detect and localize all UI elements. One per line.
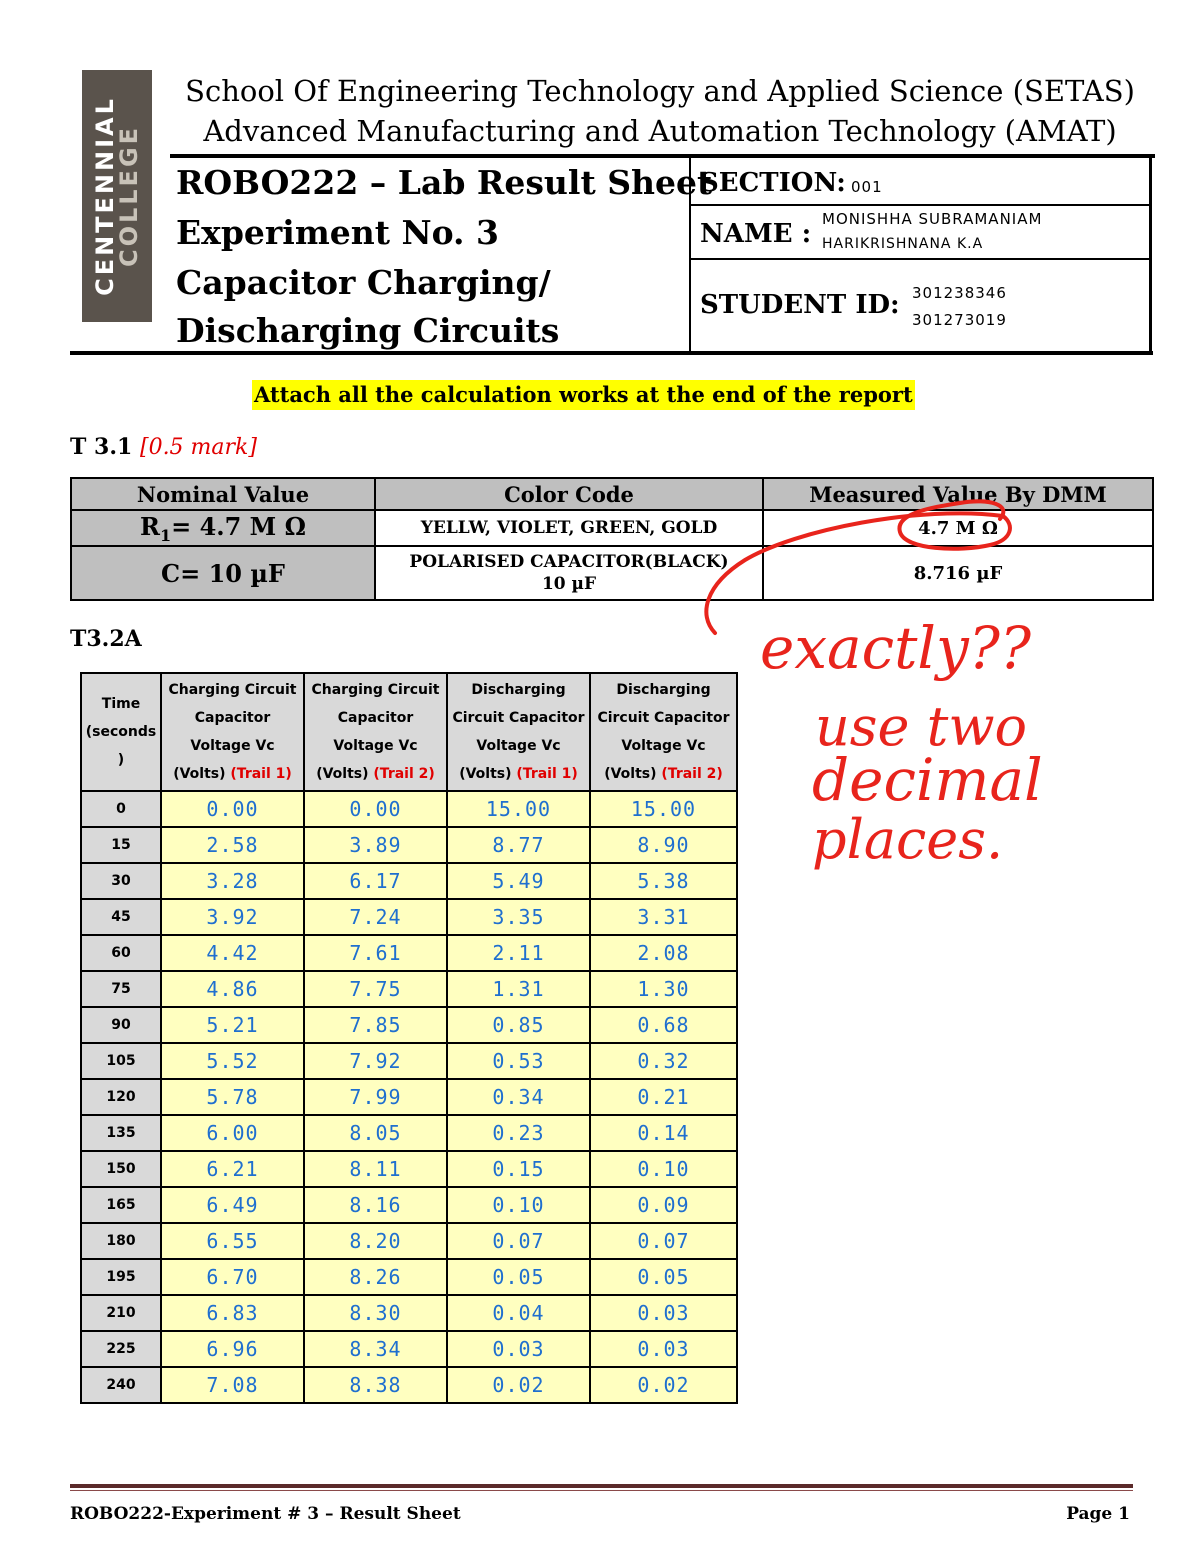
voltage-cell: 6.00 bbox=[161, 1115, 304, 1151]
time-cell: 90 bbox=[81, 1007, 161, 1043]
time-header-line1: Time bbox=[101, 696, 141, 712]
header-line: Charging Circuit bbox=[311, 682, 440, 698]
student-id-1: 301238346 bbox=[912, 284, 1007, 302]
color-code-resistor: YELLW, VIOLET, GREEN, GOLD bbox=[375, 510, 763, 546]
name-label: NAME : bbox=[700, 219, 812, 249]
voltage-cell: 0.09 bbox=[590, 1187, 737, 1223]
voltage-cell: 8.30 bbox=[304, 1295, 447, 1331]
header-line: Discharging bbox=[471, 682, 566, 698]
time-cell: 60 bbox=[81, 935, 161, 971]
col-header-charging-trial2 bbox=[304, 673, 447, 791]
col-header-measured: Measured Value By DMM bbox=[763, 478, 1153, 510]
header-top-rule bbox=[170, 154, 1155, 158]
table-row bbox=[71, 546, 1153, 600]
voltage-cell: 5.49 bbox=[447, 863, 590, 899]
footer-title: ROBO222-Experiment # 3 – Result Sheet bbox=[70, 1504, 461, 1524]
voltage-cell: 2.11 bbox=[447, 935, 590, 971]
header-line: (Volts) (Trail 1) bbox=[459, 766, 578, 782]
header-line: Voltage Vc bbox=[621, 738, 706, 754]
time-cell: 15 bbox=[81, 827, 161, 863]
voltage-cell: 0.07 bbox=[590, 1223, 737, 1259]
annotation-line4: places. bbox=[812, 808, 1004, 871]
voltage-cell: 8.16 bbox=[304, 1187, 447, 1223]
header-line: (Volts) (Trail 1) bbox=[173, 766, 292, 782]
header-line: Capacitor bbox=[194, 710, 271, 726]
section-name-divider bbox=[690, 204, 1150, 206]
measured-capacitor: 8.716 µF bbox=[763, 546, 1153, 600]
time-cell: 240 bbox=[81, 1367, 161, 1403]
voltage-cell: 0.15 bbox=[447, 1151, 590, 1187]
component-values-table bbox=[70, 477, 1154, 601]
header-line: (Volts) (Trail 2) bbox=[604, 766, 723, 782]
student-name-2: HARIKRISHNANA K.A bbox=[822, 236, 984, 252]
voltage-cell: 7.24 bbox=[304, 899, 447, 935]
col-header-nominal: Nominal Value bbox=[71, 478, 375, 510]
t32a-heading: T3.2A bbox=[70, 626, 142, 652]
nominal-capacitor: C= 10 µF bbox=[71, 546, 375, 600]
time-cell: 75 bbox=[81, 971, 161, 1007]
name-id-divider bbox=[690, 258, 1150, 260]
voltage-cell: 2.58 bbox=[161, 827, 304, 863]
t31-mark: [0.5 mark] bbox=[139, 435, 257, 460]
voltage-cell: 6.70 bbox=[161, 1259, 304, 1295]
header-line: Discharging bbox=[616, 682, 711, 698]
voltage-cell: 1.31 bbox=[447, 971, 590, 1007]
measured-resistor: 4.7 M Ω bbox=[763, 510, 1153, 546]
voltage-cell: 0.02 bbox=[590, 1367, 737, 1403]
table-row bbox=[81, 863, 737, 899]
header-line: Circuit Capacitor bbox=[452, 710, 585, 726]
voltage-cell: 7.85 bbox=[304, 1007, 447, 1043]
footer-rule bbox=[70, 1484, 1133, 1488]
voltage-cell: 4.42 bbox=[161, 935, 304, 971]
voltage-cell: 8.26 bbox=[304, 1259, 447, 1295]
voltage-cell: 6.55 bbox=[161, 1223, 304, 1259]
time-cell: 210 bbox=[81, 1295, 161, 1331]
header-bottom-rule bbox=[70, 351, 1153, 355]
voltage-cell: 8.90 bbox=[590, 827, 737, 863]
voltage-cell: 4.86 bbox=[161, 971, 304, 1007]
col-header-discharging-trial2 bbox=[590, 673, 737, 791]
color-code-capacitor bbox=[375, 546, 763, 600]
voltage-cell: 5.38 bbox=[590, 863, 737, 899]
voltage-cell: 6.17 bbox=[304, 863, 447, 899]
header-line: Charging Circuit bbox=[168, 682, 297, 698]
voltage-cell: 0.03 bbox=[590, 1295, 737, 1331]
t31-label: T 3.1 bbox=[70, 434, 133, 460]
table-row bbox=[81, 1295, 737, 1331]
col-header-color-code: Color Code bbox=[375, 478, 763, 510]
voltage-cell: 0.03 bbox=[447, 1331, 590, 1367]
time-cell: 195 bbox=[81, 1259, 161, 1295]
voltage-cell: 7.92 bbox=[304, 1043, 447, 1079]
experiment-number: Experiment No. 3 bbox=[176, 213, 499, 252]
color-code-capacitor-line2: 10 µF bbox=[541, 574, 597, 594]
voltage-cell: 15.00 bbox=[590, 791, 737, 827]
table-row bbox=[81, 1187, 737, 1223]
voltage-cell: 0.53 bbox=[447, 1043, 590, 1079]
time-cell: 180 bbox=[81, 1223, 161, 1259]
voltage-cell: 3.92 bbox=[161, 899, 304, 935]
logo-line1: CENTENNIAL bbox=[91, 96, 119, 296]
voltage-cell: 8.38 bbox=[304, 1367, 447, 1403]
time-cell: 45 bbox=[81, 899, 161, 935]
voltage-cell: 0.68 bbox=[590, 1007, 737, 1043]
voltage-cell: 0.05 bbox=[447, 1259, 590, 1295]
voltage-cell: 3.35 bbox=[447, 899, 590, 935]
table-row bbox=[81, 1079, 737, 1115]
voltage-cell: 0.04 bbox=[447, 1295, 590, 1331]
voltage-cell: 0.14 bbox=[590, 1115, 737, 1151]
table-row bbox=[81, 935, 737, 971]
instruction-banner: Attach all the calculation works at the end of the report bbox=[252, 380, 915, 410]
table-row bbox=[81, 1043, 737, 1079]
voltage-cell: 0.10 bbox=[590, 1151, 737, 1187]
annotation-line1: exactly?? bbox=[760, 614, 1031, 682]
voltage-cell: 6.83 bbox=[161, 1295, 304, 1331]
header-line: Voltage Vc bbox=[476, 738, 561, 754]
table-row bbox=[81, 1223, 737, 1259]
table-row bbox=[81, 827, 737, 863]
time-cell: 150 bbox=[81, 1151, 161, 1187]
voltage-cell: 5.78 bbox=[161, 1079, 304, 1115]
section-value: 001 bbox=[851, 178, 883, 196]
student-id-2: 301273019 bbox=[912, 311, 1007, 329]
voltage-cell: 0.23 bbox=[447, 1115, 590, 1151]
voltage-cell: 0.00 bbox=[304, 791, 447, 827]
voltage-cell: 5.52 bbox=[161, 1043, 304, 1079]
time-header-line3: ) bbox=[117, 752, 125, 768]
voltage-cell: 3.89 bbox=[304, 827, 447, 863]
voltage-cell: 0.21 bbox=[590, 1079, 737, 1115]
voltage-cell: 1.30 bbox=[590, 971, 737, 1007]
program-name: Advanced Manufacturing and Automation Technology (AMAT) bbox=[203, 114, 1117, 148]
voltage-cell: 0.85 bbox=[447, 1007, 590, 1043]
section-label: SECTION: bbox=[700, 168, 846, 198]
time-cell: 225 bbox=[81, 1331, 161, 1367]
col-header-charging-trial1 bbox=[161, 673, 304, 791]
voltage-cell: 3.31 bbox=[590, 899, 737, 935]
table-row bbox=[81, 899, 737, 935]
topic-line2: Discharging Circuits bbox=[176, 311, 560, 350]
table-row bbox=[81, 791, 737, 827]
time-cell: 0 bbox=[81, 791, 161, 827]
table-row bbox=[81, 1115, 737, 1151]
time-cell: 105 bbox=[81, 1043, 161, 1079]
page-number: Page 1 bbox=[1066, 1504, 1130, 1524]
voltage-cell: 0.34 bbox=[447, 1079, 590, 1115]
voltage-cell: 7.99 bbox=[304, 1079, 447, 1115]
header-line: Voltage Vc bbox=[333, 738, 418, 754]
table-row bbox=[81, 971, 737, 1007]
voltage-cell: 0.10 bbox=[447, 1187, 590, 1223]
voltage-cell: 8.77 bbox=[447, 827, 590, 863]
color-code-capacitor-line1: POLARISED CAPACITOR(BLACK) bbox=[409, 552, 729, 572]
footer-rule-thin bbox=[70, 1490, 1133, 1491]
col-header-discharging-trial1 bbox=[447, 673, 590, 791]
table-row bbox=[81, 1151, 737, 1187]
voltage-cell: 6.96 bbox=[161, 1331, 304, 1367]
voltage-cell: 7.08 bbox=[161, 1367, 304, 1403]
table-row bbox=[81, 1007, 737, 1043]
nominal-resistor: $R_1= 4.7$ M Ω bbox=[71, 510, 375, 546]
table-row bbox=[71, 510, 1153, 546]
course-title: ROBO222 – Lab Result Sheet bbox=[176, 163, 713, 202]
t31-heading bbox=[70, 434, 257, 460]
topic-line1: Capacitor Charging/ bbox=[176, 263, 551, 302]
logo-line2: COLLEGE bbox=[115, 124, 143, 268]
school-name: School Of Engineering Technology and Applied Science (SETAS) bbox=[185, 74, 1135, 108]
time-cell: 120 bbox=[81, 1079, 161, 1115]
time-cell: 165 bbox=[81, 1187, 161, 1223]
voltage-cell: 0.32 bbox=[590, 1043, 737, 1079]
student-id-label: STUDENT ID: bbox=[700, 290, 900, 320]
annotation-line3: decimal bbox=[812, 746, 1043, 814]
voltage-cell: 0.07 bbox=[447, 1223, 590, 1259]
voltage-cell: 0.00 bbox=[161, 791, 304, 827]
header-line: Voltage Vc bbox=[190, 738, 275, 754]
voltage-cell: 6.49 bbox=[161, 1187, 304, 1223]
time-header-line2: (seconds bbox=[85, 724, 157, 740]
header-line: Circuit Capacitor bbox=[597, 710, 730, 726]
time-cell: 135 bbox=[81, 1115, 161, 1151]
time-header bbox=[81, 673, 161, 791]
voltage-cell: 15.00 bbox=[447, 791, 590, 827]
voltage-cell: 5.21 bbox=[161, 1007, 304, 1043]
student-name-1: MONISHHA SUBRAMANIAM bbox=[822, 210, 1043, 228]
annotation-line2: use two bbox=[815, 695, 1028, 758]
voltage-cell: 8.20 bbox=[304, 1223, 447, 1259]
voltage-cell: 0.05 bbox=[590, 1259, 737, 1295]
voltage-cell: 2.08 bbox=[590, 935, 737, 971]
voltage-cell: 3.28 bbox=[161, 863, 304, 899]
header-right-border bbox=[1149, 156, 1152, 353]
voltage-cell: 0.03 bbox=[590, 1331, 737, 1367]
centennial-college-logo bbox=[82, 70, 152, 322]
voltage-cell: 7.61 bbox=[304, 935, 447, 971]
time-cell: 30 bbox=[81, 863, 161, 899]
table-row bbox=[81, 1259, 737, 1295]
voltage-cell: 8.11 bbox=[304, 1151, 447, 1187]
voltage-cell: 8.05 bbox=[304, 1115, 447, 1151]
voltage-cell: 0.02 bbox=[447, 1367, 590, 1403]
voltage-cell: 8.34 bbox=[304, 1331, 447, 1367]
table-row bbox=[81, 1367, 737, 1403]
header-line: (Volts) (Trail 2) bbox=[316, 766, 435, 782]
voltage-cell: 6.21 bbox=[161, 1151, 304, 1187]
table-row bbox=[81, 1331, 737, 1367]
voltage-cell: 7.75 bbox=[304, 971, 447, 1007]
voltage-readings-table bbox=[80, 672, 738, 1404]
header-line: Capacitor bbox=[337, 710, 414, 726]
